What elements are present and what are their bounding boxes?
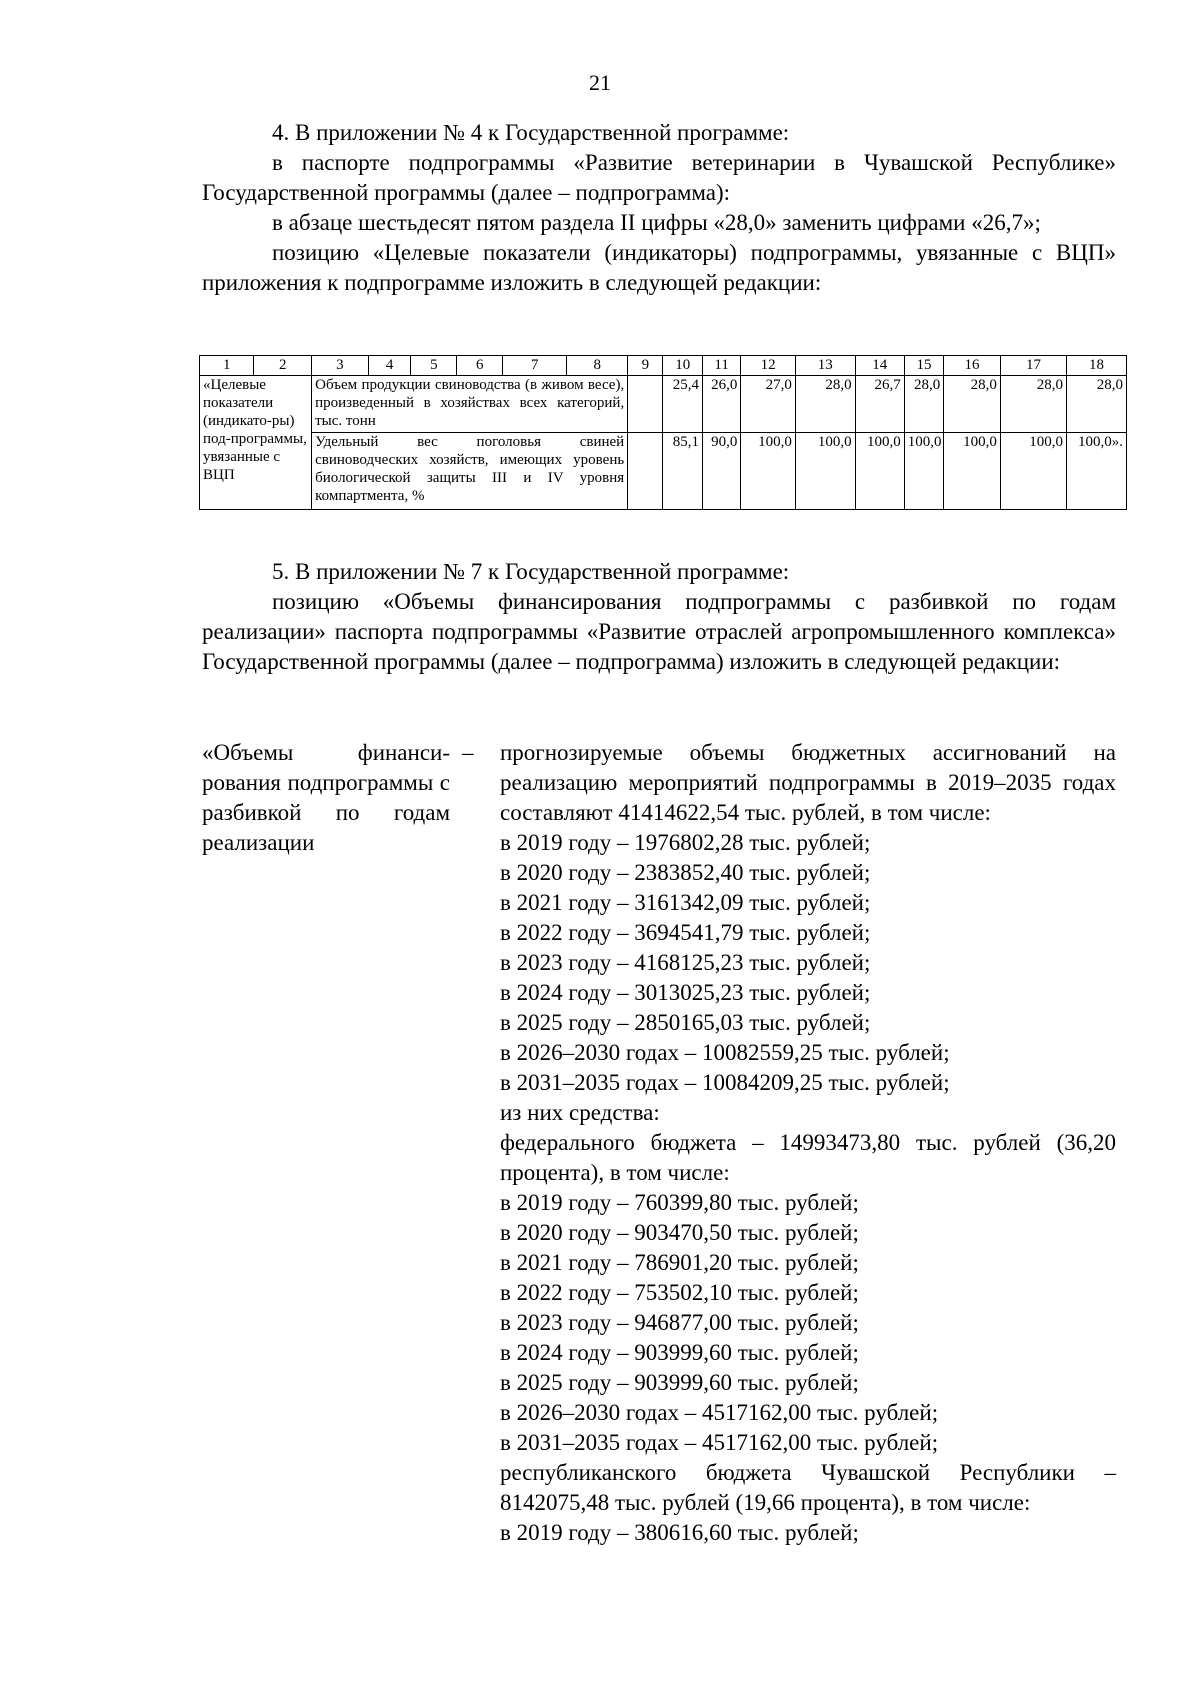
section-4-heading: 4. В приложении № 4 к Государственной программе: (272, 120, 790, 145)
column-header: 8 (567, 356, 628, 376)
total-year-line: в 2025 году – 2850165,03 тыс. рублей; (500, 1010, 871, 1035)
indicator-value: 26,0 (702, 376, 740, 433)
column-header: 10 (663, 356, 703, 376)
indicator-value: 100,0 (741, 433, 795, 510)
federal-year-line: в 2023 году – 946877,00 тыс. рублей; (500, 1310, 859, 1335)
section-4 (202, 118, 1116, 298)
indicator-value: 100,0 (904, 433, 944, 510)
column-header: 2 (254, 356, 312, 376)
column-header: 17 (1000, 356, 1066, 376)
table-header-row (200, 356, 1127, 376)
federal-year-line: в 2020 году – 903470,50 тыс. рублей; (500, 1220, 859, 1245)
page-number: 21 (589, 70, 611, 95)
indicators-label-cell: «Целевые показатели (индикато-ры) под-программы, увязанные с ВЦП (200, 376, 312, 510)
total-year-line: в 2020 году – 2383852,40 тыс. рублей; (500, 860, 871, 885)
federal-year-line: в 2024 году – 903999,60 тыс. рублей; (500, 1340, 859, 1365)
republic-budget-intro: республиканского бюджета Чувашской Республики – 8142075,48 тыс. рублей (19,66 процента), в том числе: (500, 1460, 1116, 1515)
indicators-table (199, 355, 1127, 510)
federal-year-line: в 2025 году – 903999,60 тыс. рублей; (500, 1370, 859, 1395)
table-row (200, 376, 1127, 433)
section-4-paragraph-1: в паспорте подпрограммы «Развитие ветеринарии в Чувашской Республике» Государственной программы (далее – подпрограмма): (202, 150, 1116, 205)
column-header: 12 (741, 356, 795, 376)
indicator-value: 28,0 (904, 376, 944, 433)
indicator-value: 28,0 (1000, 376, 1066, 433)
section-5-heading: 5. В приложении № 7 к Государственной программе: (272, 559, 790, 584)
total-year-line: в 2023 году – 4168125,23 тыс. рублей; (500, 950, 871, 975)
table-row (200, 433, 1127, 510)
empty-cell (628, 433, 663, 510)
column-header: 18 (1067, 356, 1127, 376)
column-header: 9 (628, 356, 663, 376)
section-5-paragraph: позицию «Объемы финансирования подпрограммы с разбивкой по годам реализации» паспорта подпрограммы «Развитие отраслей агропромышленного комплекса» Государственной программы (далее – подпрограмма) изложить в следующей редакции: (202, 589, 1116, 674)
total-year-line: в 2022 году – 3694541,79 тыс. рублей; (500, 920, 871, 945)
indicator-value: 28,0 (1067, 376, 1127, 433)
column-header: 16 (944, 356, 1001, 376)
financing-dash: – (462, 740, 474, 765)
total-year-line: в 2031–2035 годах – 10084209,25 тыс. рублей; (500, 1070, 950, 1095)
section-5 (202, 557, 1116, 677)
column-header: 5 (411, 356, 457, 376)
indicator-value: 100,0 (795, 433, 855, 510)
federal-year-line: в 2019 году – 760399,80 тыс. рублей; (500, 1190, 859, 1215)
indicator-value: 100,0 (944, 433, 1001, 510)
financing-label: «Объемы финанси-рования подпрограммы с разбивкой по годам реализации (202, 740, 450, 855)
indicator-value: 100,0 (1000, 433, 1066, 510)
column-header: 1 (200, 356, 254, 376)
total-year-line: в 2024 году – 3013025,23 тыс. рублей; (500, 980, 871, 1005)
indicator-value: 100,0 (855, 433, 904, 510)
indicator-value: 26,7 (855, 376, 904, 433)
indicator-description: Объем продукции свиноводства (в живом весе), произведенный в хозяйствах всех категорий, тыс. тонн (312, 376, 628, 433)
column-header: 14 (855, 356, 904, 376)
federal-year-line: в 2026–2030 годах – 4517162,00 тыс. рублей; (500, 1400, 939, 1425)
column-header: 15 (904, 356, 944, 376)
from-them-line: из них средства: (500, 1100, 660, 1125)
republic-year-line: в 2019 году – 380616,60 тыс. рублей; (500, 1520, 859, 1545)
empty-cell (628, 376, 663, 433)
column-header: 13 (795, 356, 855, 376)
federal-budget-intro: федерального бюджета – 14993473,80 тыс. рублей (36,20 процента), в том числе: (500, 1130, 1116, 1185)
financing-intro: прогнозируемые объемы бюджетных ассигнований на реализацию мероприятий подпрограммы в 2019–2035 годах составляют 41414622,54 тыс. рублей, в том числе: (500, 740, 1116, 825)
total-year-line: в 2019 году – 1976802,28 тыс. рублей; (500, 830, 871, 855)
indicator-value: 85,1 (663, 433, 703, 510)
indicator-description: Удельный вес поголовья свиней свиноводческих хозяйств, имеющих уровень биологической защиты III и IV уровня компартмента, % (312, 433, 628, 510)
indicator-value: 25,4 (663, 376, 703, 433)
section-4-paragraph-3: позицию «Целевые показатели (индикаторы) подпрограммы, увязанные с ВЦП» приложения к подпрограмме изложить в следующей редакции: (202, 240, 1116, 295)
section-4-paragraph-2: в абзаце шестьдесят пятом раздела II цифры «28,0» заменить цифрами «26,7»; (272, 210, 1041, 235)
federal-year-line: в 2022 году – 753502,10 тыс. рублей; (500, 1280, 859, 1305)
column-header: 3 (312, 356, 369, 376)
column-header: 6 (457, 356, 503, 376)
federal-year-line: в 2031–2035 годах – 4517162,00 тыс. рублей; (500, 1430, 939, 1455)
column-header: 11 (702, 356, 740, 376)
federal-year-line: в 2021 году – 786901,20 тыс. рублей; (500, 1250, 859, 1275)
total-year-line: в 2021 году – 3161342,09 тыс. рублей; (500, 890, 871, 915)
total-year-line: в 2026–2030 годах – 10082559,25 тыс. рублей; (500, 1040, 950, 1065)
indicator-value: 28,0 (795, 376, 855, 433)
indicator-value: 100,0». (1067, 433, 1127, 510)
indicator-value: 90,0 (702, 433, 740, 510)
indicator-value: 27,0 (741, 376, 795, 433)
financing-details (500, 738, 1116, 1548)
indicator-value: 28,0 (944, 376, 1001, 433)
column-header: 7 (503, 356, 567, 376)
column-header: 4 (368, 356, 411, 376)
